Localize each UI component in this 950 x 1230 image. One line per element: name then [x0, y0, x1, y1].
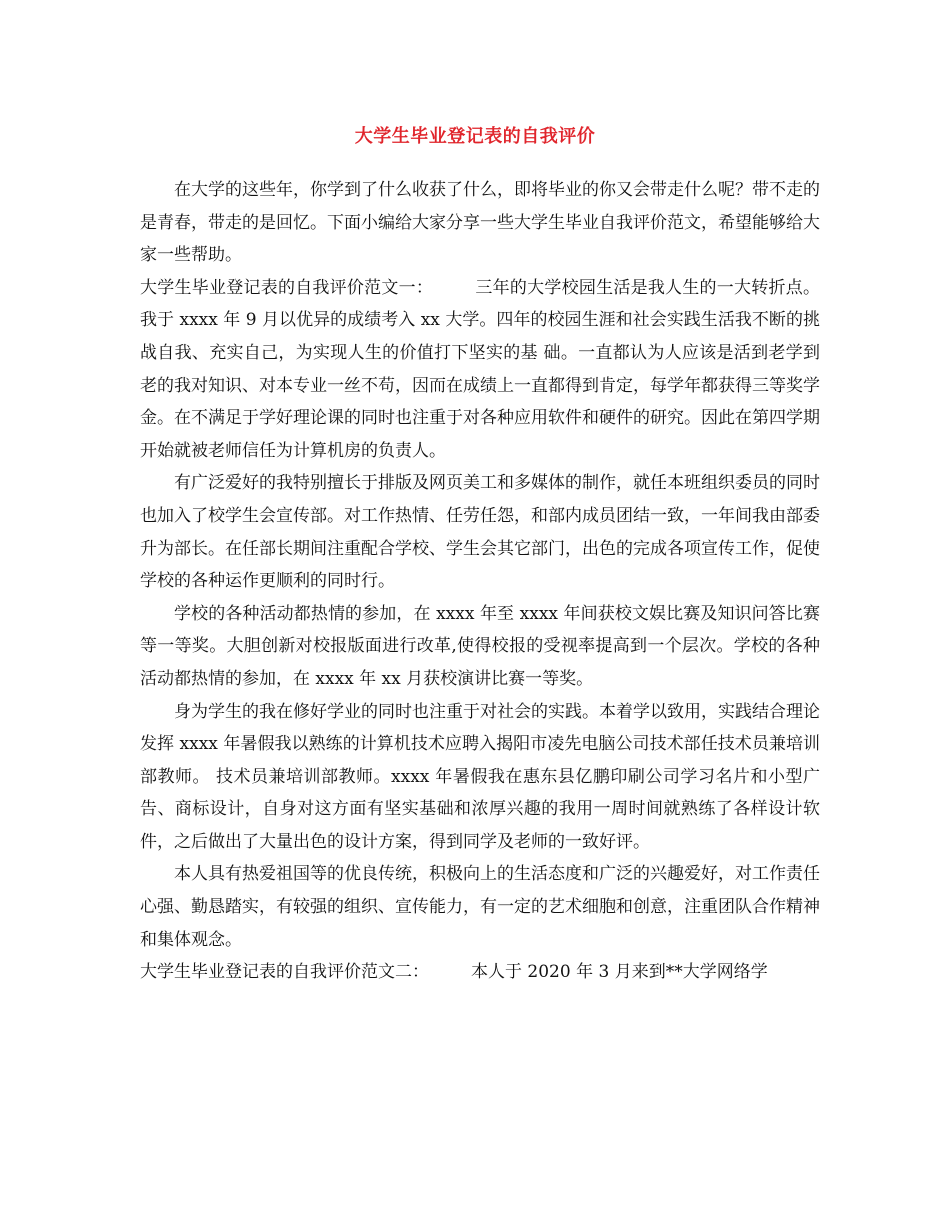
practice-paragraph [140, 696, 820, 859]
activities-paragraph [140, 598, 820, 696]
intro-paragraph [140, 174, 820, 272]
sample-one-paragraph [140, 272, 820, 468]
section-heading: 大学生毕业登记表的自我评价范文二： [140, 962, 429, 983]
paragraph-text: 有广泛爱好的我特别擅长于排版及网页美工和多媒体的制作，就任本班组织委员的同时也加入了校学生会宣传部。对工作热情、任劳任怨，和部内成员团结一致，一年间我由部委升为部长。在任部长期间注重配合学校、学生会其它部门，出色的完成各项宣传工作，促使学校的各种运作更顺利的同时行。 [140, 473, 820, 592]
hobbies-paragraph [140, 467, 820, 597]
section-heading: 大学生毕业登记表的自我评价范文一： [140, 277, 434, 298]
paragraph-text: 身为学生的我在修好学业的同时也注重于对社会的实践。本着学以致用，实践结合理论发挥 xxxx 年暑假我以熟练的计算机技术应聘入揭阳市凌先电脑公司技术部任技术员兼培训部教师。 技术员兼培训部教师。xxxx 年暑假我在惠东县亿鹏印刷公司学习名片和小型广告、商标设计，自身对这方面有坚实基础和浓厚兴趣的我用一周时间就熟练了各样设计软件，之后做出了大量出色的设计方案，得到同学及老师的一致好评。 [140, 701, 820, 852]
paragraph-text: 在大学的这些年，你学到了什么收获了什么，即将毕业的你又会带走什么呢？带不走的是青春，带走的是回忆。下面小编给大家分享一些大学生毕业自我评价范文，希望能够给大家一些帮助。 [140, 180, 820, 266]
document-title: 大学生毕业登记表的自我评价 [354, 126, 596, 147]
paragraph-text: 三年的大学校园生活是我人生的一大转折点。我于 xxxx 年 9 月以优异的成绩考入 xx 大学。四年的校园生涯和社会实践生活我不断的挑战自我、充实自己，为实现人生的价值打下坚实的基 础。一直都认为人应该是活到老学到老的我对知识、对本专业一丝不苟，因而在成绩上一直都得到肯定，每学年都获得三等奖学金。在不满足于学好理论课的同时也注重于对各种应用软件和硬件的研究。因此在第四学期开始就被老师信任为计算机房的负责人。 [140, 277, 821, 461]
sample-two-paragraph [140, 956, 820, 989]
paragraph-text: 本人具有热爱祖国等的优良传统，积极向上的生活态度和广泛的兴趣爱好，对工作责任心强、勤恳踏实，有较强的组织、宣传能力，有一定的艺术细胞和创意，注重团队合作精神和集体观念。 [140, 864, 820, 950]
paragraph-text: 学校的各种活动都热情的参加，在 xxxx 年至 xxxx 年间获校文娱比赛及知识问答比赛等一等奖。大胆创新对校报版面进行改革,使得校报的受视率提高到一个层次。学校的各种活动都热情的参加，在 xxxx 年 xx 月获校演讲比赛一等奖。 [140, 603, 820, 689]
paragraph-text: 本人于 2020 年 3 月来到**大学网络学 [471, 962, 768, 983]
qualities-paragraph [140, 858, 820, 956]
document-body [140, 174, 820, 989]
